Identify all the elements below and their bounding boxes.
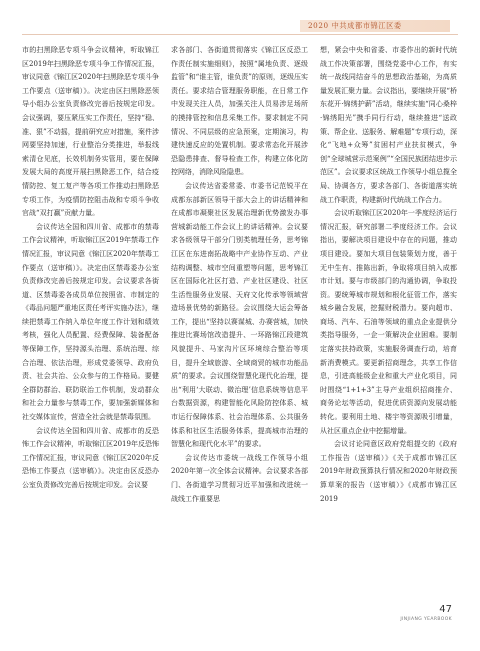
column-1 <box>22 44 159 592</box>
paragraph: 求各部门、各街道贯彻落实《锦江区反恐工作责任制实施细则》，按照“属地负责、逐级监管”和“谁主管，谁负责”的原则，逐级压实责任。要求结合管理服务职能，在日常工作中发现关注人员，加强关注人员易涉足场所的摸排管控和信息采集工作。要求制定不同情况、不同层级的应急预案，定期演习，构建快速反应的处置机制。要求常态化开展涉恐隐患排查、督导检查工作，构建立体化防控网络，消除风险隐患。 <box>171 46 308 177</box>
column-2 <box>171 44 308 592</box>
paragraph: 会议听取锦江区2020年一季度经济运行情况汇报，研究部署二季度经济工作。会议指出，要解决项目建设中存在的问题，推动项目建设。要加大项目包装策划力度，善于无中生有、推陈出新，争取将项目纳入成都市计划。要与市级部门的沟通协调，争取投资。要统筹城市规划和根化征管工作，落实城乡融合发展，挖掘财税潜力。要向超市、商场、汽车、石油等领域的重点企业提供分类指导服务，一企一策解决企业困难。要制定落实扶持政策，实施服务调查行动，培育新消费模式。要更新招商理念，共享工作信息，引进高能级企业和重大产业化项目，同时围绕“1+1+3”主导产业组织招商推介、商务论坛等活动，促进优质资源向发展动能转化。要利用土地、楼宇等资源吸引增量，从社区重点企业中挖掘增量。 <box>320 209 457 435</box>
paragraph: 会议传达全国和四川省、成都市的反恐怖工作会议精神，听取锦江区2019年反恐怖工作情况汇报，审议同意《锦江区2020年反恐怖工作要点（送审稿）》。决定由区反恐办公室负责修改完善后按规定印发。会议要 <box>22 426 159 489</box>
paragraph: 想，紧会中央和省委、市委作出的新时代统战工作决策部署，围绕党委中心工作，有实统一战线同结奋斗的思想政治基础，为高质量发展汇聚力量。会议指出，要继续开展“桥东花开·锦绣护薪”活动，继续实施“同心桑梓·锦绣阳光”携手同行行动，继续推进“送政策、帮企业、送服务、解难题”专项行动，深化“飞地+众筹”贫困村产业扶贫模式，争创“全球城营示范案例”“全国民族团结进步示范区”。会议要求区统战工作领导小组总揽全局、协调各方，要求各部门、各街道落实统战工作职责，构建新时代统战工作合力。 <box>320 46 457 204</box>
paragraph: 会议传达全国和四川省、成都市的禁毒工作会议精神，听取锦江区2019年禁毒工作情况汇报，审议同意《锦江区2020年禁毒工作要点（送审稿）》。决定由区禁毒委办公室负责修改完善后按规定印发。会议要求各街道、区禁毒委各成员单位按照省、市制定的《毒品问题严重地区责任考评实施办法》，继续把禁毒工作纳入单位年度工作计划和绩效考核，强化人员配置、经费保障、装备配备等保障工作，坚持源头治理、系统治理、综合治理、依法治理，形成党委领导、政府负责、社会共治、公众参与的工作格局。要健全群防群治、联防联治工作机制，发动群众和社会力量参与禁毒工作，要加强新媒体和社交媒体宣传，营造全社会就是禁毒氛围。 <box>22 222 159 422</box>
body-columns <box>22 44 458 592</box>
running-header <box>0 0 480 44</box>
header-title: 2020 中共成都市锦江区委 <box>308 21 402 30</box>
paragraph: 会议传达市委统一战线工作领导小组2020年第一次全体会议精神。会议要求各部门、各街道学习贯彻习近平加强和改进统一战线工作重要思 <box>171 453 308 503</box>
page-number: 47 <box>439 604 452 615</box>
paragraph: 会议传达省委常委、市委书记范锐平在成都东部新区领导干部大会上的讲话精神和在成都市凝聚社区发展治理新优势激发办事营城新动能工作会议上的讲话精神。会议要求各级领导干部分门别类梳理任务，思考锦江区在东进南拓战略中产业协作互动、产业结构调整、城市空间重塑等问题，思考锦江区在国际化社区打造、产业社区建设、社区生活性服务业发展、天府文化传承等领域营造场景优势的新路径。会议围绕大运会筹备工作，提出“坚持以赛谋城、办赛营城，加快推进比赛场馆改造提升、一环路锦江段建筑风貌提升、马家沟片区环境综合整治等项目，提升全域旅游、全域商贸的城市功能品质”的要求。会议围绕智慧化现代化治理，提出“利用‘大联动、微治理’信息系统等信息平台数据资源，构建智能化风险防控体系、城市运行保障体系、社会治理体系、公共服务体系和社区生活服务体系，提高城市治理的智慧化和现代化水平”的要求。 <box>171 181 308 449</box>
paragraph: 会议讨论同意区政府党组提交的《政府工作报告（送审稿）》《关于成都市锦江区2019年财政预算执行情况和2020年财政预算草案的报告（送审稿）》《成都市锦江区2019 <box>320 440 457 503</box>
journal-name: JINJIANG YEARBOOK <box>400 617 452 622</box>
paragraph: 市的扫黑除恶专项斗争会议精神，听取锦江区2019年扫黑除恶专项斗争工作情况汇报，审议同意《锦江区2020年扫黑除恶专项斗争工作要点（送审稿）》。决定由区扫黑除恶领导小组办公室负责修改完善后按规定印发。会议强调，要压紧压实工作责任，坚持“稳、准、狠”不动摇，提前研究应对措施，案件涉网要坚持加速，行业整治分类推进，举报线索清仓见底，长效机制务实管用，要在保障发展大局的高度开展扫黑除恶工作，结合疫情防控、复工复产等各项工作推动扫黑除恶专项工作，为疫情防控阻击战和专项斗争收官战“双打赢”贡献力量。 <box>22 46 159 218</box>
column-3 <box>320 44 457 592</box>
header-rule <box>22 34 458 35</box>
